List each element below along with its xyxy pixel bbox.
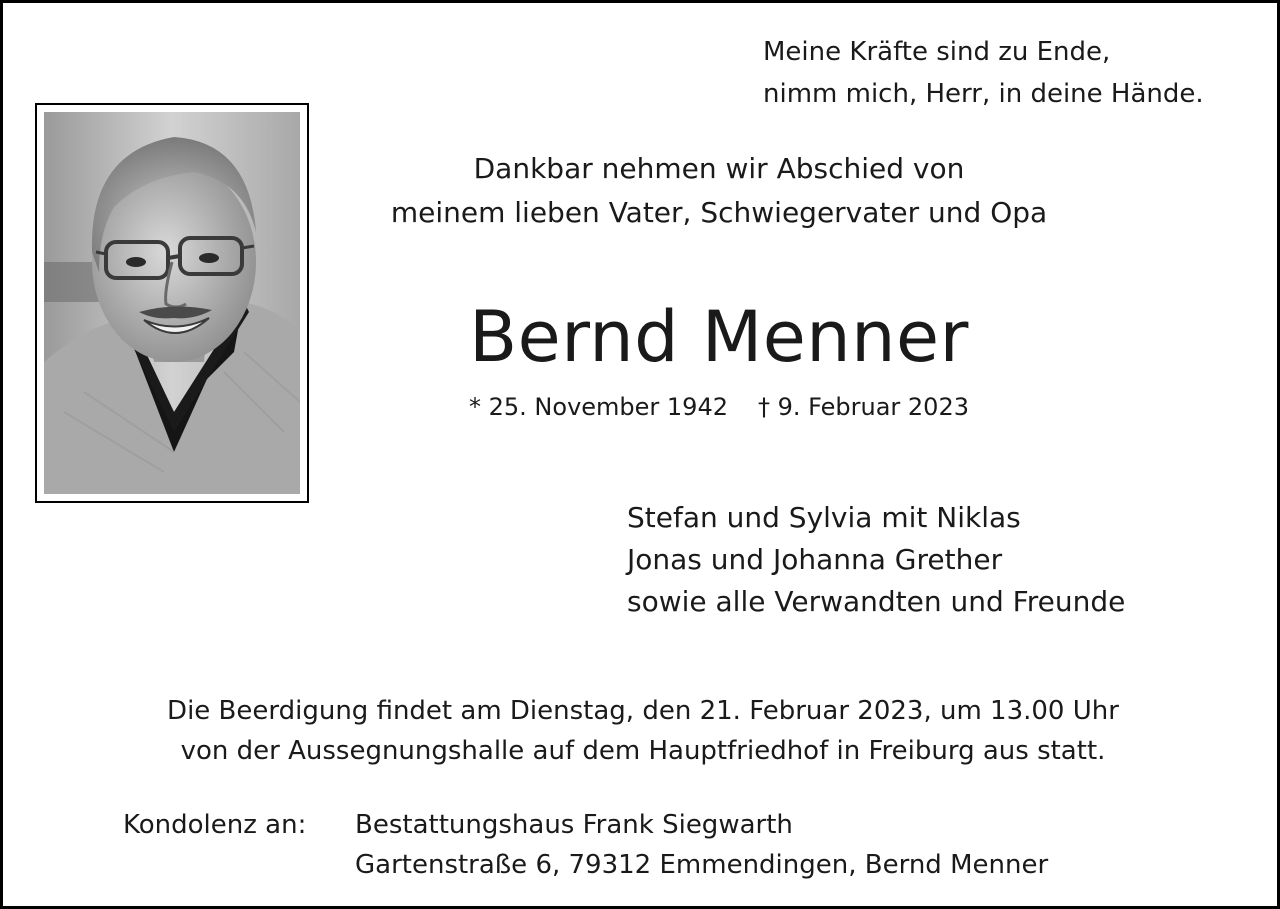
verse-line-2: nimm mich, Herr, in deine Hände.: [763, 79, 1204, 109]
mourner-line: Jonas und Johanna Grether: [627, 543, 1003, 576]
condolence-line-2: Gartenstraße 6, 79312 Emmendingen, Bernd Menner: [355, 850, 1049, 880]
condolence-line-1: Bestattungshaus Frank Siegwarth: [355, 810, 793, 840]
intro-line-1: Dankbar nehmen wir Abschied von: [473, 152, 965, 185]
verse: [763, 31, 1263, 115]
portrait-photo: [44, 112, 300, 494]
burial-line-1: Die Beerdigung findet am Dienstag, den 21. Februar 2023, um 13.00 Uhr: [167, 696, 1119, 726]
death-date: † 9. Februar 2023: [757, 393, 969, 421]
life-dates: [333, 389, 1105, 425]
burial-line-2: von der Aussegnungshalle auf dem Hauptfriedhof in Freiburg aus statt.: [180, 736, 1106, 766]
mourner-line: sowie alle Verwandten und Freunde: [627, 585, 1126, 618]
intro-line-2: meinem lieben Vater, Schwiegervater und Opa: [390, 196, 1048, 229]
mourners-list: [627, 497, 1267, 623]
mourner-line: Stefan und Sylvia mit Niklas: [627, 501, 1021, 534]
burial-info: [43, 691, 1243, 771]
portrait-frame: [35, 103, 309, 503]
birth-date: * 25. November 1942: [469, 393, 728, 421]
verse-line-1: Meine Kräfte sind zu Ende,: [763, 37, 1111, 67]
condolence-lines: [355, 805, 1048, 885]
farewell-intro: [333, 147, 1105, 235]
deceased-name: Bernd Menner: [469, 296, 969, 378]
condolence-label: Kondolenz an:: [123, 810, 307, 840]
